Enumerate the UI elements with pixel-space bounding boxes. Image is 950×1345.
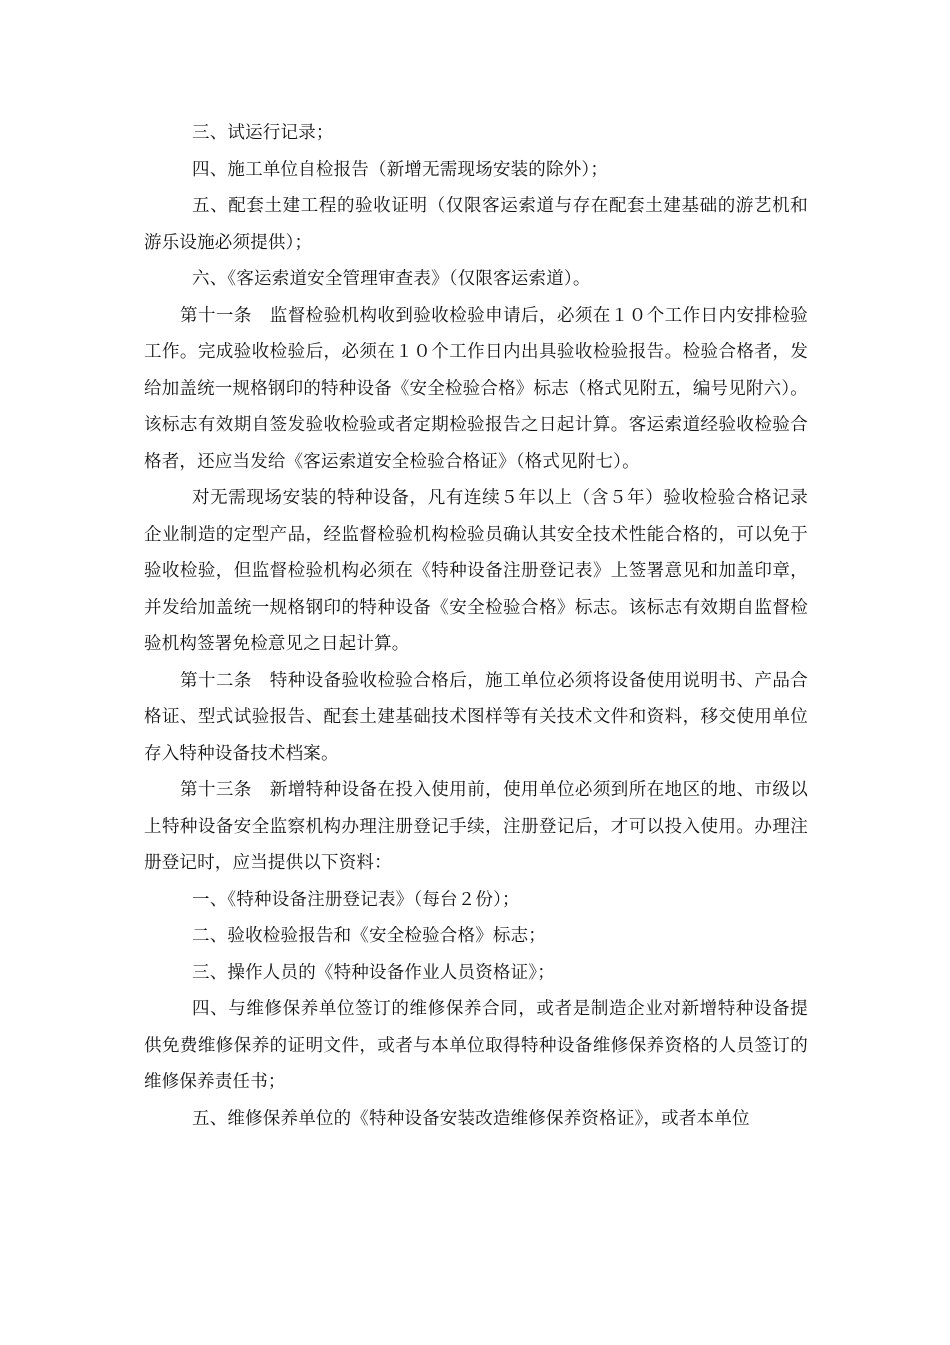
article-13: 第十三条 新增特种设备在投入使用前，使用单位必须到所在地区的地、市级以上特种设备安全监察机构办理注册登记手续，注册登记后，才可以投入使用。办理注册登记时，应当提供以下资料： <box>144 780 808 873</box>
list-item-maintenance-contract: 四、与维修保养单位签订的维修保养合同，或者是制造企业对新增特种设备提供免费维修保养的证明文件，或者与本单位取得特种设备维修保养资格的人员签订的维修保养责任书； <box>144 999 808 1092</box>
list-item-maintenance-qualification: 五、维修保养单位的《特种设备安装改造维修保养资格证》，或者本单位 <box>192 1108 750 1129</box>
article-11: 第十一条 监督检验机构收到验收检验申请后，必须在１０个工作日内安排检验工作。完成验收检验后，必须在１０个工作日内出具验收检验报告。检验合格者，发给加盖统一规格钢印的特种设备《安全检验合格》标志（格式见附五，编号见附六）。该标志有效期自签发验收检验或者定期检验报告之日起计算。客运索道经验收检验合格者，还应当发给《客运索道安全检验合格证》（格式见附七）。 <box>144 305 808 472</box>
list-item-inspection-report-and-mark: 二、验收检验报告和《安全检验合格》标志； <box>192 926 546 946</box>
document-body <box>144 115 808 1137</box>
article-12: 第十二条 特种设备验收检验合格后，施工单位必须将设备使用说明书、产品合格证、型式试验报告、配套土建基础技术图样等有关技术文件和资料，移交使用单位存入特种设备技术档案。 <box>144 670 808 764</box>
article-11-exemption-paragraph: 对无需现场安装的特种设备，凡有连续５年以上（含５年）验收检验合格记录企业制造的定型产品，经监督检验机构检验员确认其安全技术性能合格的，可以免于验收检验，但监督检验机构必须在《特种设备注册登记表》上签署意见和加盖印章，并发给加盖统一规格钢印的特种设备《安全检验合格》标志。该标志有效期自监督检验机构签署免检意见之日起计算。 <box>144 488 808 654</box>
list-item-operator-certificate: 三、操作人员的《特种设备作业人员资格证》； <box>192 962 555 983</box>
list-item-self-inspection-report: 四、施工单位自检报告（新增无需现场安装的除外）； <box>192 159 609 180</box>
list-item-civil-works-certificate: 五、配套土建工程的验收证明（仅限客运索道与存在配套土建基础的游艺机和游乐设施必须提供）； <box>144 196 808 253</box>
list-item-ropeway-review-form: 六、《客运索道安全管理审查表》（仅限客运索道）。 <box>192 269 591 289</box>
list-item-registration-form: 一、《特种设备注册登记表》（每台２份）； <box>192 889 520 910</box>
list-item-trial-run-record: 三、试运行记录； <box>192 123 334 143</box>
